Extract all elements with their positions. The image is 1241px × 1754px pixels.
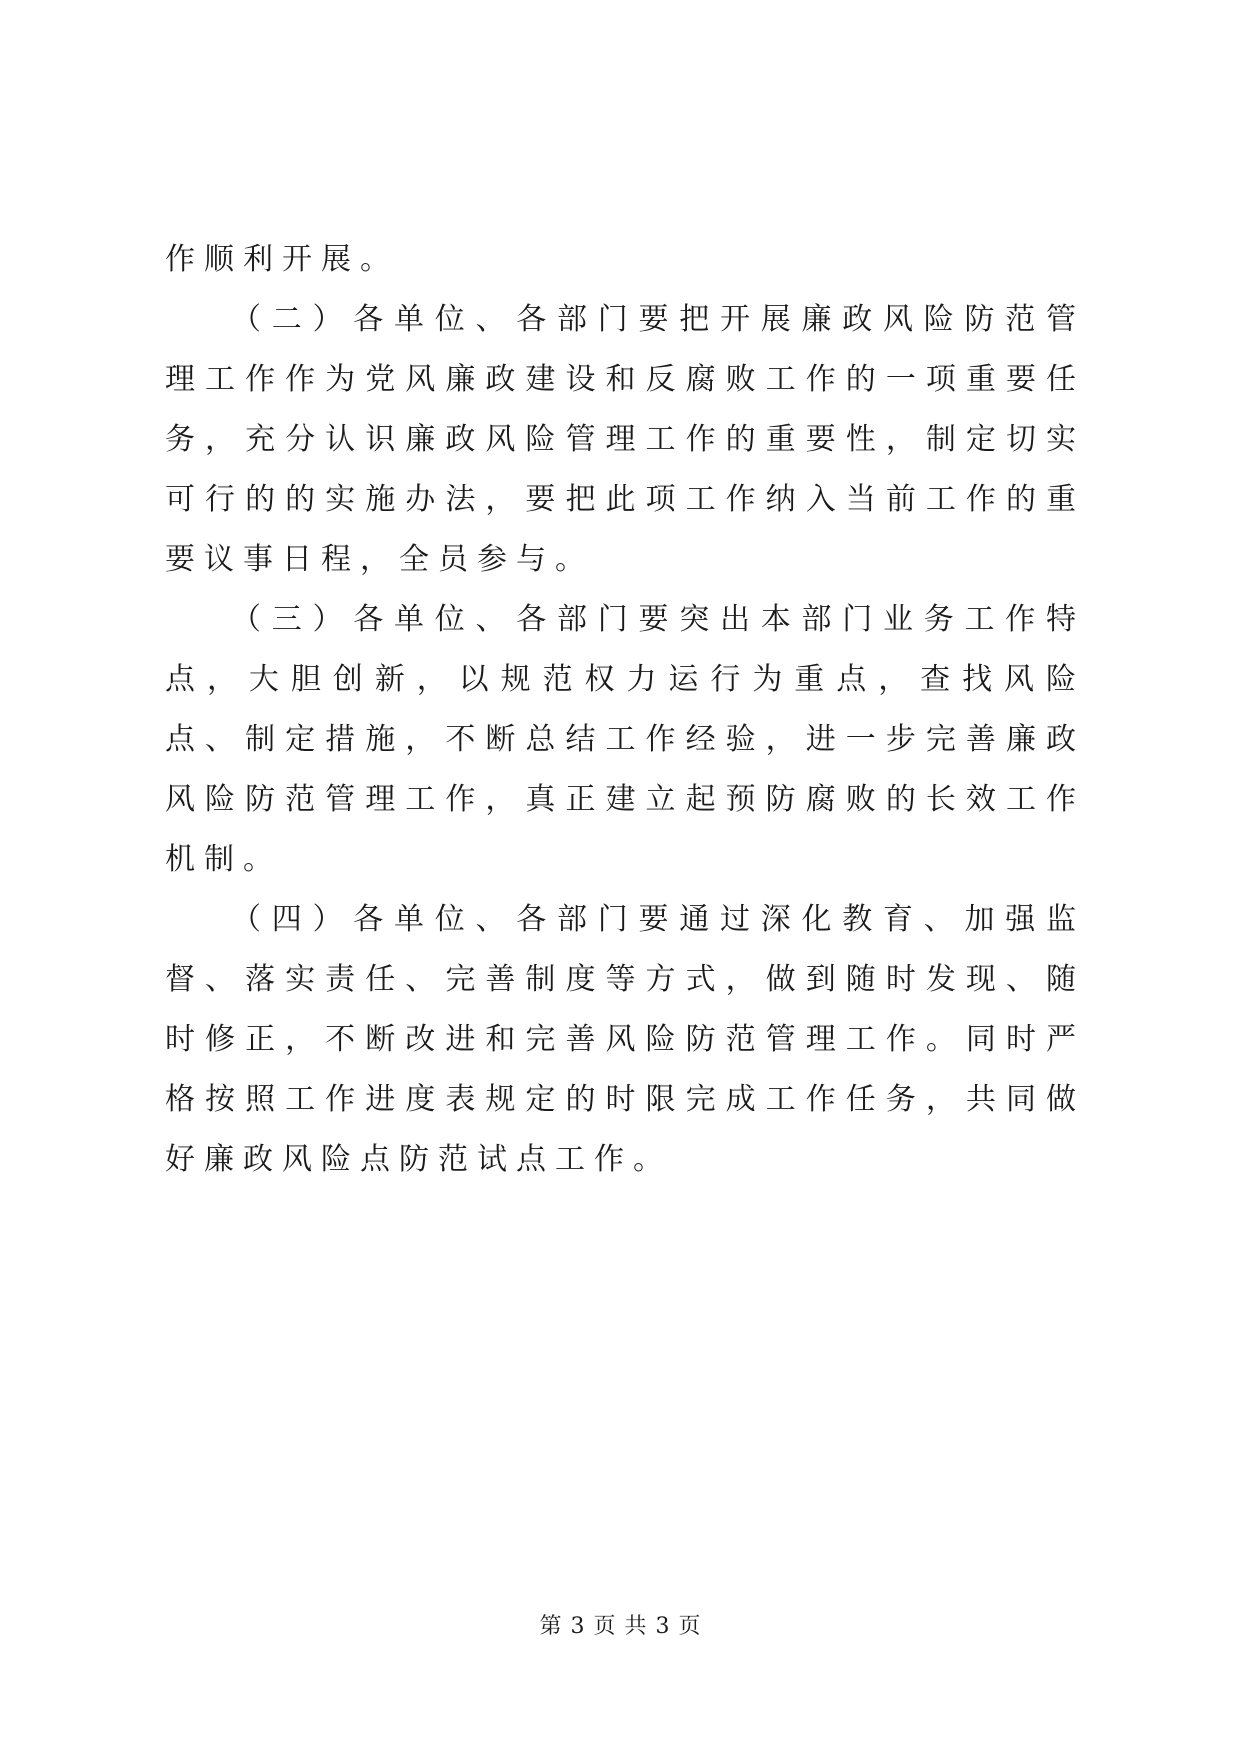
paragraph-item-4: （四）各单位、各部门要通过深化教育、加强监督、落实责任、完善制度等方式，做到随时发现、随时修正，不断改进和完善风险防范管理工作。同时严格按照工作进度表规定的时限完成工作任务，共同做好廉政风险点防范试点工作。 bbox=[165, 902, 1085, 1177]
paragraph-continuation: 作顺利开展。 bbox=[165, 242, 399, 277]
paragraph-item-2: （二）各单位、各部门要把开展廉政风险防范管理工作作为党风廉政建设和反腐败工作的一项重要任务，充分认识廉政风险管理工作的重要性，制定切实可行的的实施办法，要把此项工作纳入当前工作的重要议事日程，全员参与。 bbox=[165, 302, 1085, 577]
paragraph-item-3: （三）各单位、各部门要突出本部门业务工作特点，大胆创新，以规范权力运行为重点，查找风险点、制定措施，不断总结工作经验，进一步完善廉政风险防范管理工作，真正建立起预防腐败的长效工作机制。 bbox=[165, 602, 1085, 877]
page-number-footer: 第 3 页 共 3 页 bbox=[539, 1614, 702, 1639]
document-body bbox=[165, 230, 1085, 1190]
